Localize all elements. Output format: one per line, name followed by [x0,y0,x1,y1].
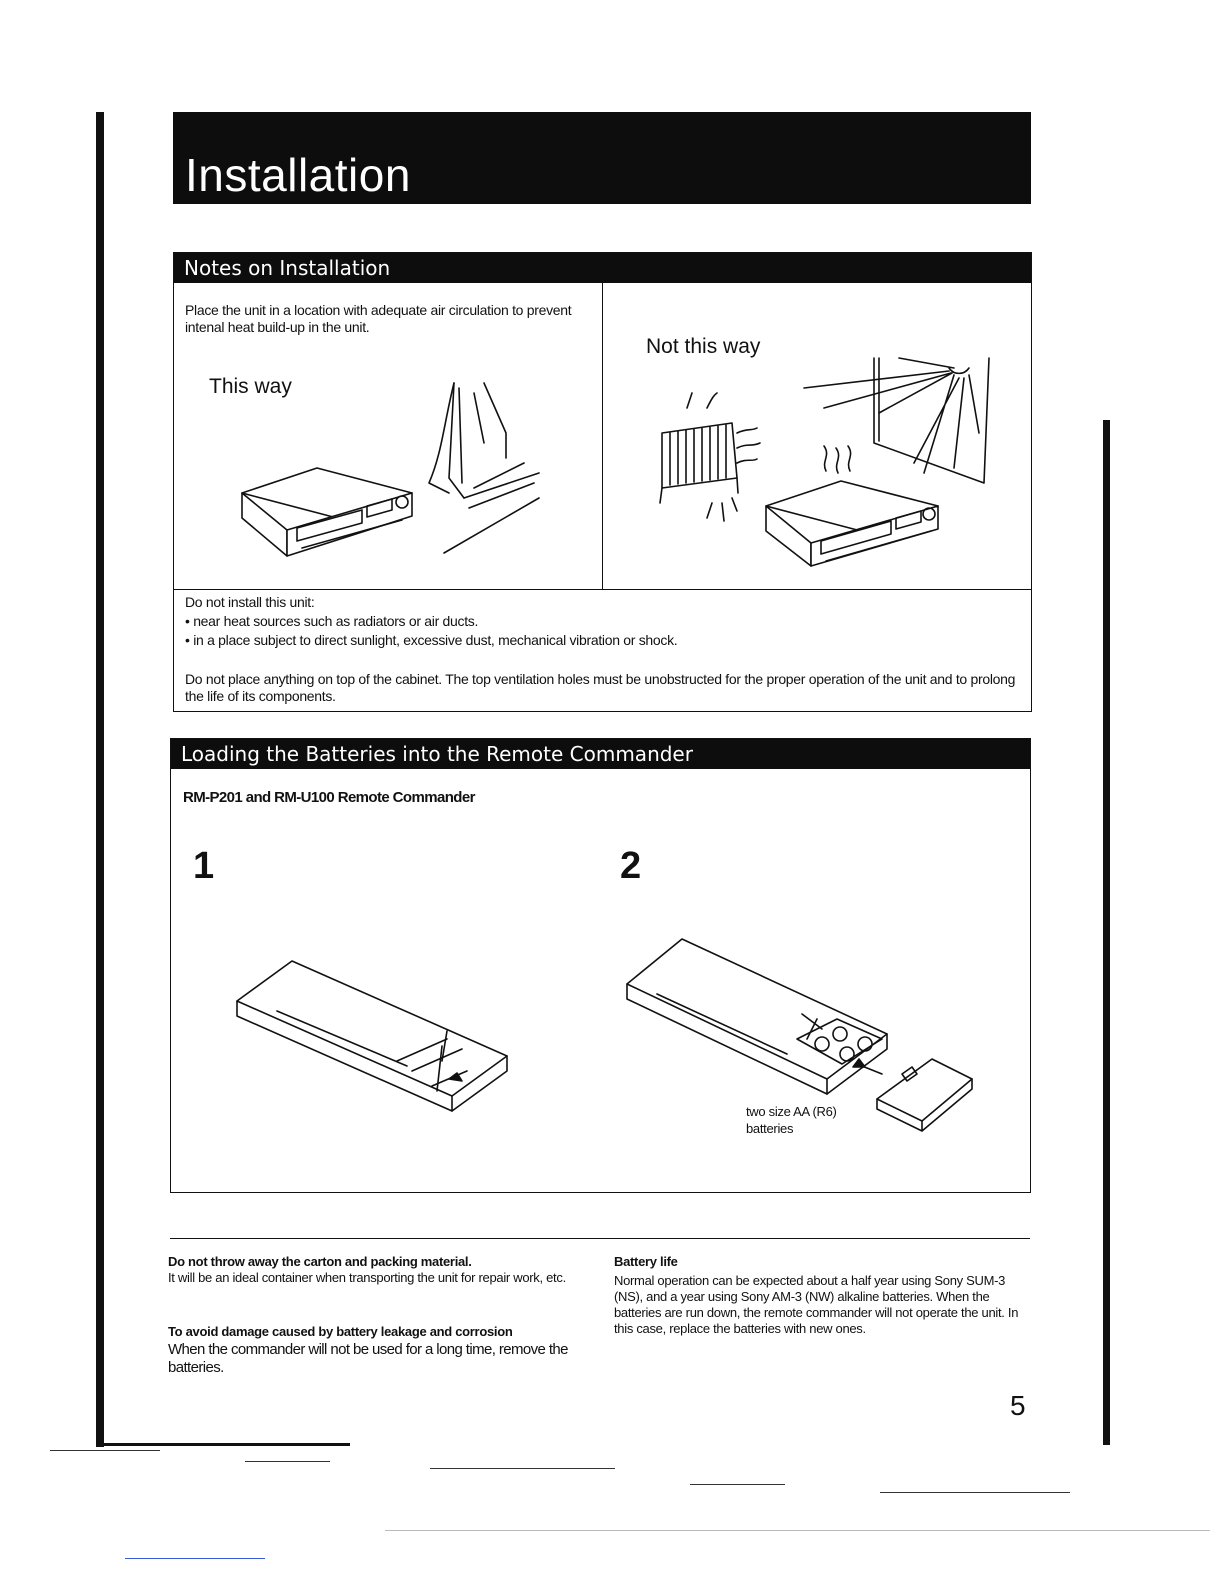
scan-line [385,1530,1210,1531]
title-bar [173,112,1031,204]
remote-model-title: RM-P201 and RM-U100 Remote Commander [183,789,475,806]
bullet-heat-sources: • near heat sources such as radiators or air ducts. [185,613,479,629]
left-margin-rule [96,112,104,1447]
leak-note-title: To avoid damage caused by battery leakage and corrosion [168,1324,513,1339]
top-cabinet-note: Do not place anything on top of the cabinet. The top ventilation holes must be unobstructed for the proper operation of the unit and to prolong the life of its components. [185,671,1016,704]
right-margin-rule [1103,420,1110,1445]
scan-line [430,1468,615,1469]
bottom-margin-rule [100,1443,350,1446]
this-way-label: This way [209,375,292,398]
row-divider [174,589,1031,590]
not-this-way-label: Not this way [646,335,761,358]
carton-note-title: Do not throw away the carton and packing material. [168,1254,472,1269]
batteries-heading: Loading the Batteries into the Remote Commander [171,739,1030,769]
radiator-illustration [652,393,772,533]
scan-line [50,1450,160,1451]
window-curtain-illustration [414,383,544,563]
step-2-number: 2 [620,845,642,887]
battery-life-text: Normal operation can be expected about a half year using Sony SUM-3 (NS), and a year using Sony AM-3 (NW) alkaline batteries. When the batteries are run down, the remote commander will not operate the unit. In this case, replace the batteries with new ones. [614,1273,1019,1336]
footer-divider [170,1238,1030,1239]
page-title: Installation [185,149,411,201]
receiver-illustration [242,468,417,558]
remote-open-illustration [237,961,512,1111]
carton-note-text: It will be an ideal container when transporting the unit for repair work, etc. [168,1270,566,1285]
do-not-install-heading: Do not install this unit: [185,594,315,610]
scan-line [690,1484,785,1485]
step-1-number: 1 [193,845,215,887]
bullet-sunlight: • in a place subject to direct sunlight, excessive dust, mechanical vibration or shock. [185,632,678,648]
scan-line [880,1492,1070,1493]
scan-line [125,1558,265,1559]
battery-label-line2: batteries [746,1121,794,1136]
column-divider [602,283,603,589]
notes-heading: Notes on Installation [174,253,1031,283]
battery-label-line1: two size AA (R6) [746,1104,837,1119]
sun-window-illustration [804,353,994,483]
batteries-section [170,738,1031,1193]
receiver-illustration [766,481,946,571]
battery-life-title: Battery life [614,1254,678,1269]
intro-text: Place the unit in a location with adequate air circulation to prevent intenal heat build-up in the unit. [185,302,572,335]
page-number: 5 [1010,1390,1026,1421]
scan-line [245,1461,330,1462]
notes-section [173,252,1032,712]
leak-note-text: When the commander will not be used for a long time, remove the batteries. [168,1341,568,1376]
